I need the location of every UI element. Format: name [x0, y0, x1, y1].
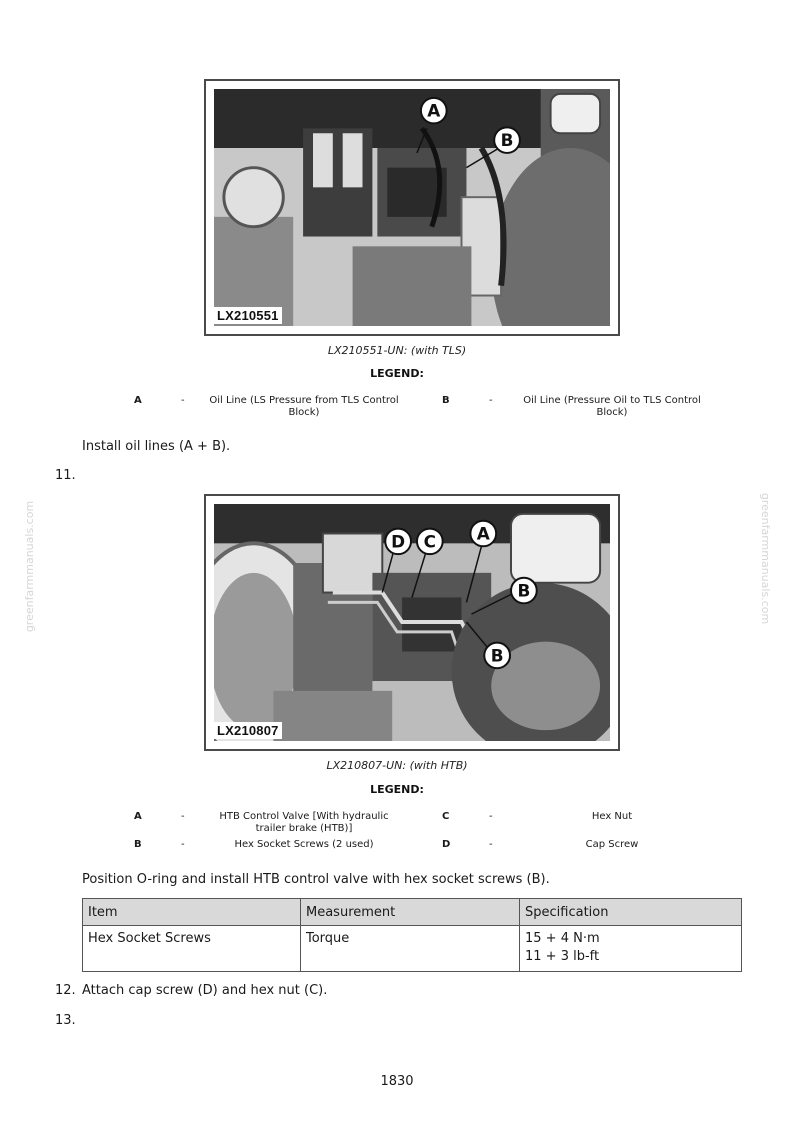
- table-header-row: [83, 899, 742, 926]
- callout-b-upper-fig2: [511, 578, 537, 604]
- figure-tls-caption: LX210551-UN: (with TLS): [327, 344, 467, 357]
- callout-a-fig2: [470, 521, 496, 547]
- page-number: 1830: [380, 1074, 414, 1089]
- callout-a-fig1: [421, 98, 447, 124]
- legend-2-text-a: HTB Control Valve [With hydraulic trailer brake (HTB)]: [219, 811, 389, 834]
- legend-1-title: LEGEND:: [370, 367, 424, 380]
- legend-2-text-c: Hex Nut: [591, 811, 633, 822]
- callout-b-lower-fig2: [484, 643, 510, 669]
- table-cell-measurement: Torque: [301, 926, 520, 972]
- legend-1-dash-a: -: [181, 395, 185, 406]
- figure-htb-image: [214, 504, 610, 741]
- legend-2-dash-d: -: [489, 839, 493, 850]
- legend-1-key-a: A: [134, 395, 142, 406]
- legend-2-text-d: Cap Screw: [585, 839, 639, 850]
- table-header-item: Item: [83, 899, 301, 926]
- legend-2-key-a: A: [134, 811, 142, 822]
- callout-d-fig2: [385, 529, 411, 555]
- table-cell-specification: [520, 926, 742, 972]
- instruction-install-oil-lines: Install oil lines (A + B).: [82, 439, 231, 454]
- svg-text:C: C: [423, 531, 436, 552]
- figure-tls-image: [214, 89, 610, 326]
- torque-spec-table: [82, 898, 742, 972]
- watermark-right: greenfarmmanuals.com: [759, 492, 773, 625]
- svg-text:A: A: [476, 523, 490, 544]
- svg-text:B: B: [500, 130, 514, 151]
- legend-2-key-c: C: [442, 811, 450, 822]
- table-cell-item: Hex Socket Screws: [83, 926, 301, 972]
- legend-2-text-b: Hex Socket Screws (2 used): [234, 839, 374, 850]
- figure-htb-photo: [204, 494, 620, 751]
- table-header-specification: Specification: [520, 899, 742, 926]
- figure-htb-caption: LX210807-UN: (with HTB): [326, 759, 468, 772]
- legend-2-title: LEGEND:: [370, 783, 424, 796]
- step-12-number: 12.: [55, 983, 76, 998]
- figure-tls-photo: [204, 79, 620, 336]
- step-11-number: 11.: [55, 468, 76, 483]
- figure-htb-id: LX210807: [214, 722, 282, 739]
- legend-1-text-a: Oil Line (LS Pressure from TLS Control Block): [209, 395, 399, 418]
- svg-text:A: A: [427, 100, 441, 121]
- spec-imperial: 11 + 3 lb-ft: [525, 949, 600, 964]
- step-13-number: 13.: [55, 1013, 76, 1028]
- table-header-measurement: Measurement: [301, 899, 520, 926]
- callout-b-fig1: [494, 127, 520, 153]
- legend-2-key-d: D: [442, 839, 451, 850]
- svg-text:B: B: [490, 645, 504, 666]
- spec-metric: 15 + 4 N·m: [525, 931, 600, 946]
- legend-1-text-b: Oil Line (Pressure Oil to TLS Control Block): [523, 395, 701, 418]
- legend-2-key-b: B: [134, 839, 142, 850]
- watermark-left: greenfarmmanuals.com: [23, 500, 37, 633]
- table-row: [83, 926, 742, 972]
- legend-2-dash-a: -: [181, 811, 185, 822]
- legend-2-dash-b: -: [181, 839, 185, 850]
- svg-text:B: B: [517, 580, 531, 601]
- step-12-text: Attach cap screw (D) and hex nut (C).: [82, 983, 328, 998]
- svg-text:D: D: [391, 531, 406, 552]
- legend-1-dash-b: -: [489, 395, 493, 406]
- legend-1-key-b: B: [442, 395, 450, 406]
- instruction-position-o-ring: Position O-ring and install HTB control valve with hex socket screws (B).: [82, 872, 550, 887]
- figure-tls-id: LX210551: [214, 307, 282, 324]
- callout-c-fig2: [417, 529, 443, 555]
- legend-2-dash-c: -: [489, 811, 493, 822]
